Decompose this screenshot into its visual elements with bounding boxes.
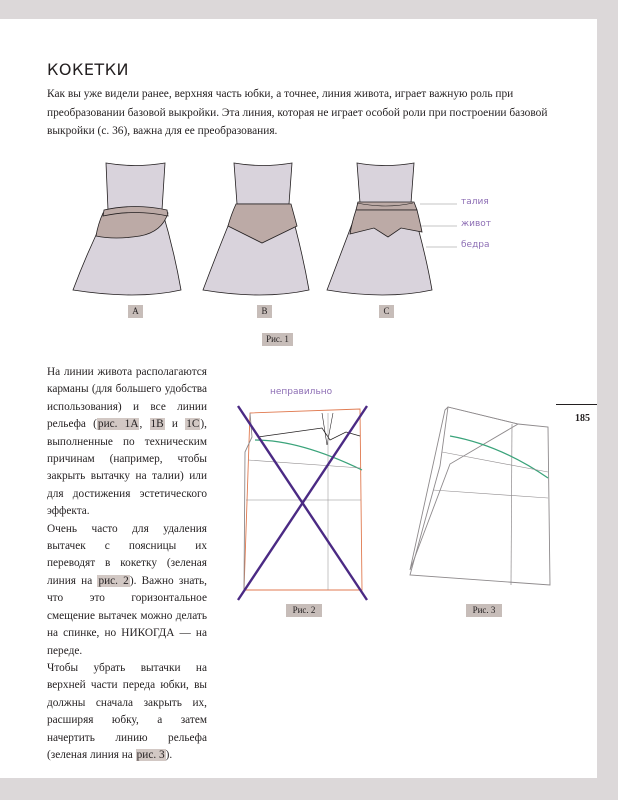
section-title: КОКЕТКИ xyxy=(47,60,130,79)
figure-2-caption: Рис. 2 xyxy=(286,604,322,617)
paragraph-1: На линии живота располагаются карманы (для большего удобства использования) и все линии рельефа (рис. 1A, 1B и 1C), выполненные по техническим причинам (например, чтобы закрыть вытачку на талии) или для достижения эстетического эффекта. xyxy=(47,366,207,518)
ref-fig-1c: 1C xyxy=(186,418,200,431)
figure-1-caption: Рис. 1 xyxy=(262,333,293,346)
figure-2-pattern xyxy=(238,406,367,600)
incorrect-label: неправильно xyxy=(270,387,333,397)
paragraph-3: Чтобы убрать вытачки на верхней части переда юбки, вы должны сначала закрыть их, расширяя юбку, а затем начертить линию рельефа (зеленая линия на рис. 3). xyxy=(47,661,207,761)
figure-1a-skirt xyxy=(73,163,181,295)
ref-fig-2: рис. 2 xyxy=(98,574,129,587)
paragraph-2: Очень часто для удаления вытачек с поясницы их переводят в кокетку (зеленая линия на рис. 2). Важно знать, что это горизонтальное смещение вытачек можно делать на спинке, но НИКОГДА — на переде. xyxy=(47,522,207,657)
figure-1b-label: B xyxy=(257,305,272,318)
page-number: 185 xyxy=(575,413,590,424)
figure-1b-skirt xyxy=(203,163,309,295)
body-text xyxy=(47,364,207,764)
figure-1a-label: A xyxy=(128,305,143,318)
figure-1c-label: C xyxy=(379,305,394,318)
belly-label: живот xyxy=(461,219,492,229)
intro-paragraph: Как вы уже видели ранее, верхняя часть юбки, а точнее, линия живота, играет важную роль при преобразовании базовой выкройки. Эта линия, которая не играет особой роли при построении базовой выкройки (с. 36), важна для ее преобразования. xyxy=(47,88,548,137)
figure-3-pattern xyxy=(410,407,550,585)
ref-fig-1a: рис. 1A xyxy=(97,418,139,431)
hips-label: бедра xyxy=(461,240,490,250)
ref-fig-3: рис. 3 xyxy=(136,748,165,761)
waist-label: талия xyxy=(461,197,489,207)
figure-1c-skirt xyxy=(327,163,432,295)
figure-3-caption: Рис. 3 xyxy=(466,604,502,617)
ref-fig-1b: 1B xyxy=(150,418,164,431)
